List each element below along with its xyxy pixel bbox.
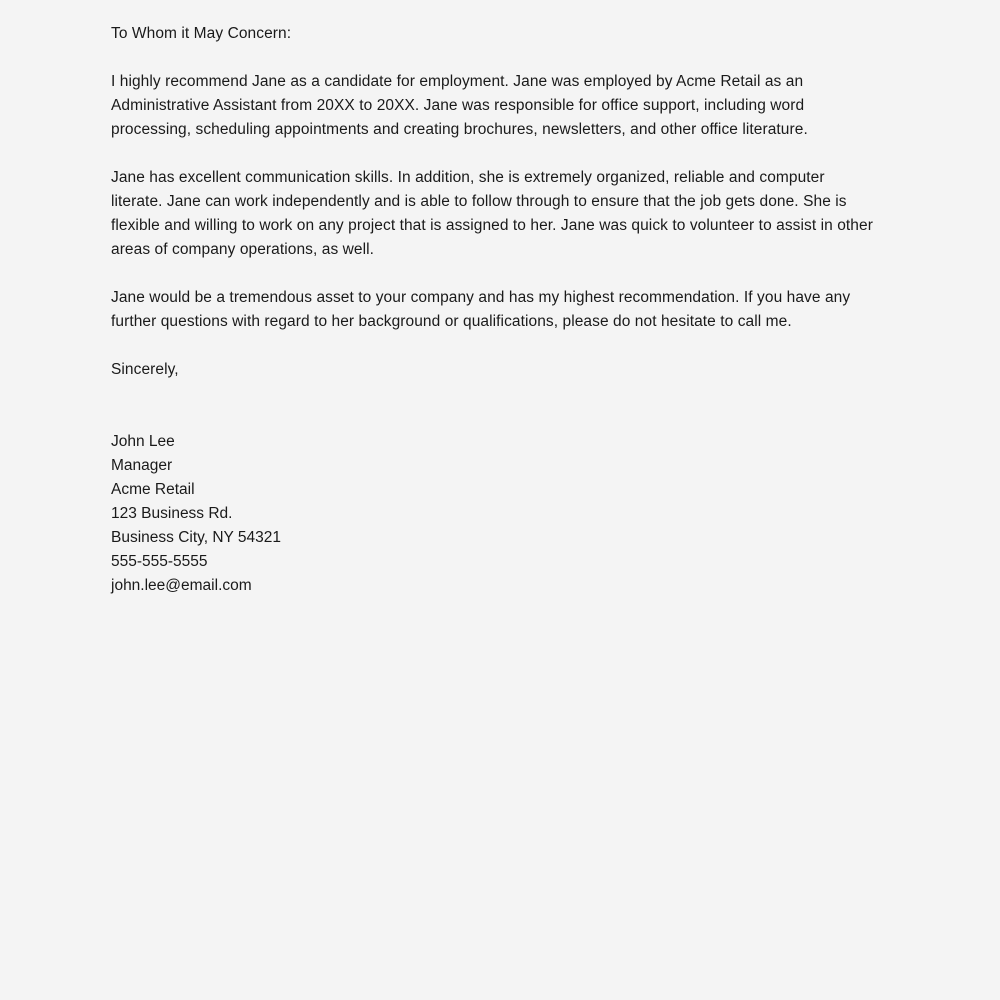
letter-salutation: To Whom it May Concern: [111,25,292,42]
letter-paragraph-3: Jane would be a tremendous asset to your company and has my highest recommendation. If you have any further questions with regard to her background or qualifications, please do not hesitate to call me. [111,289,851,330]
letter-paragraph-1: I highly recommend Jane as a candidate for employment. Jane was employed by Acme Retail as an Administrative Assistant from 20XX to 20XX. Jane was responsible for office support, including word processing, scheduling appointments and creating brochures, newsletters, and other office literature. [111,73,808,138]
signature-space [111,382,879,430]
signer-name: John Lee [111,433,175,450]
signer-email: john.lee@email.com [111,577,252,594]
signer-company: Acme Retail [111,481,195,498]
signer-phone: 555-555-5555 [111,553,208,570]
signer-street-address: 123 Business Rd. [111,505,233,522]
letter-closing: Sincerely, [111,361,179,378]
signer-city-state-zip: Business City, NY 54321 [111,529,282,546]
letter-paragraph-2: Jane has excellent communication skills. In addition, she is extremely organized, reliable and computer literate. Jane can work independently and is able to follow through to ensure that the job gets done. She is flexible and willing to work on any project that is assigned to her. Jane was quick to volunteer to assist in other areas of company operations, as well. [111,169,873,258]
signer-title: Manager [111,457,173,474]
signature-block [111,430,879,598]
letter-body [111,22,879,598]
